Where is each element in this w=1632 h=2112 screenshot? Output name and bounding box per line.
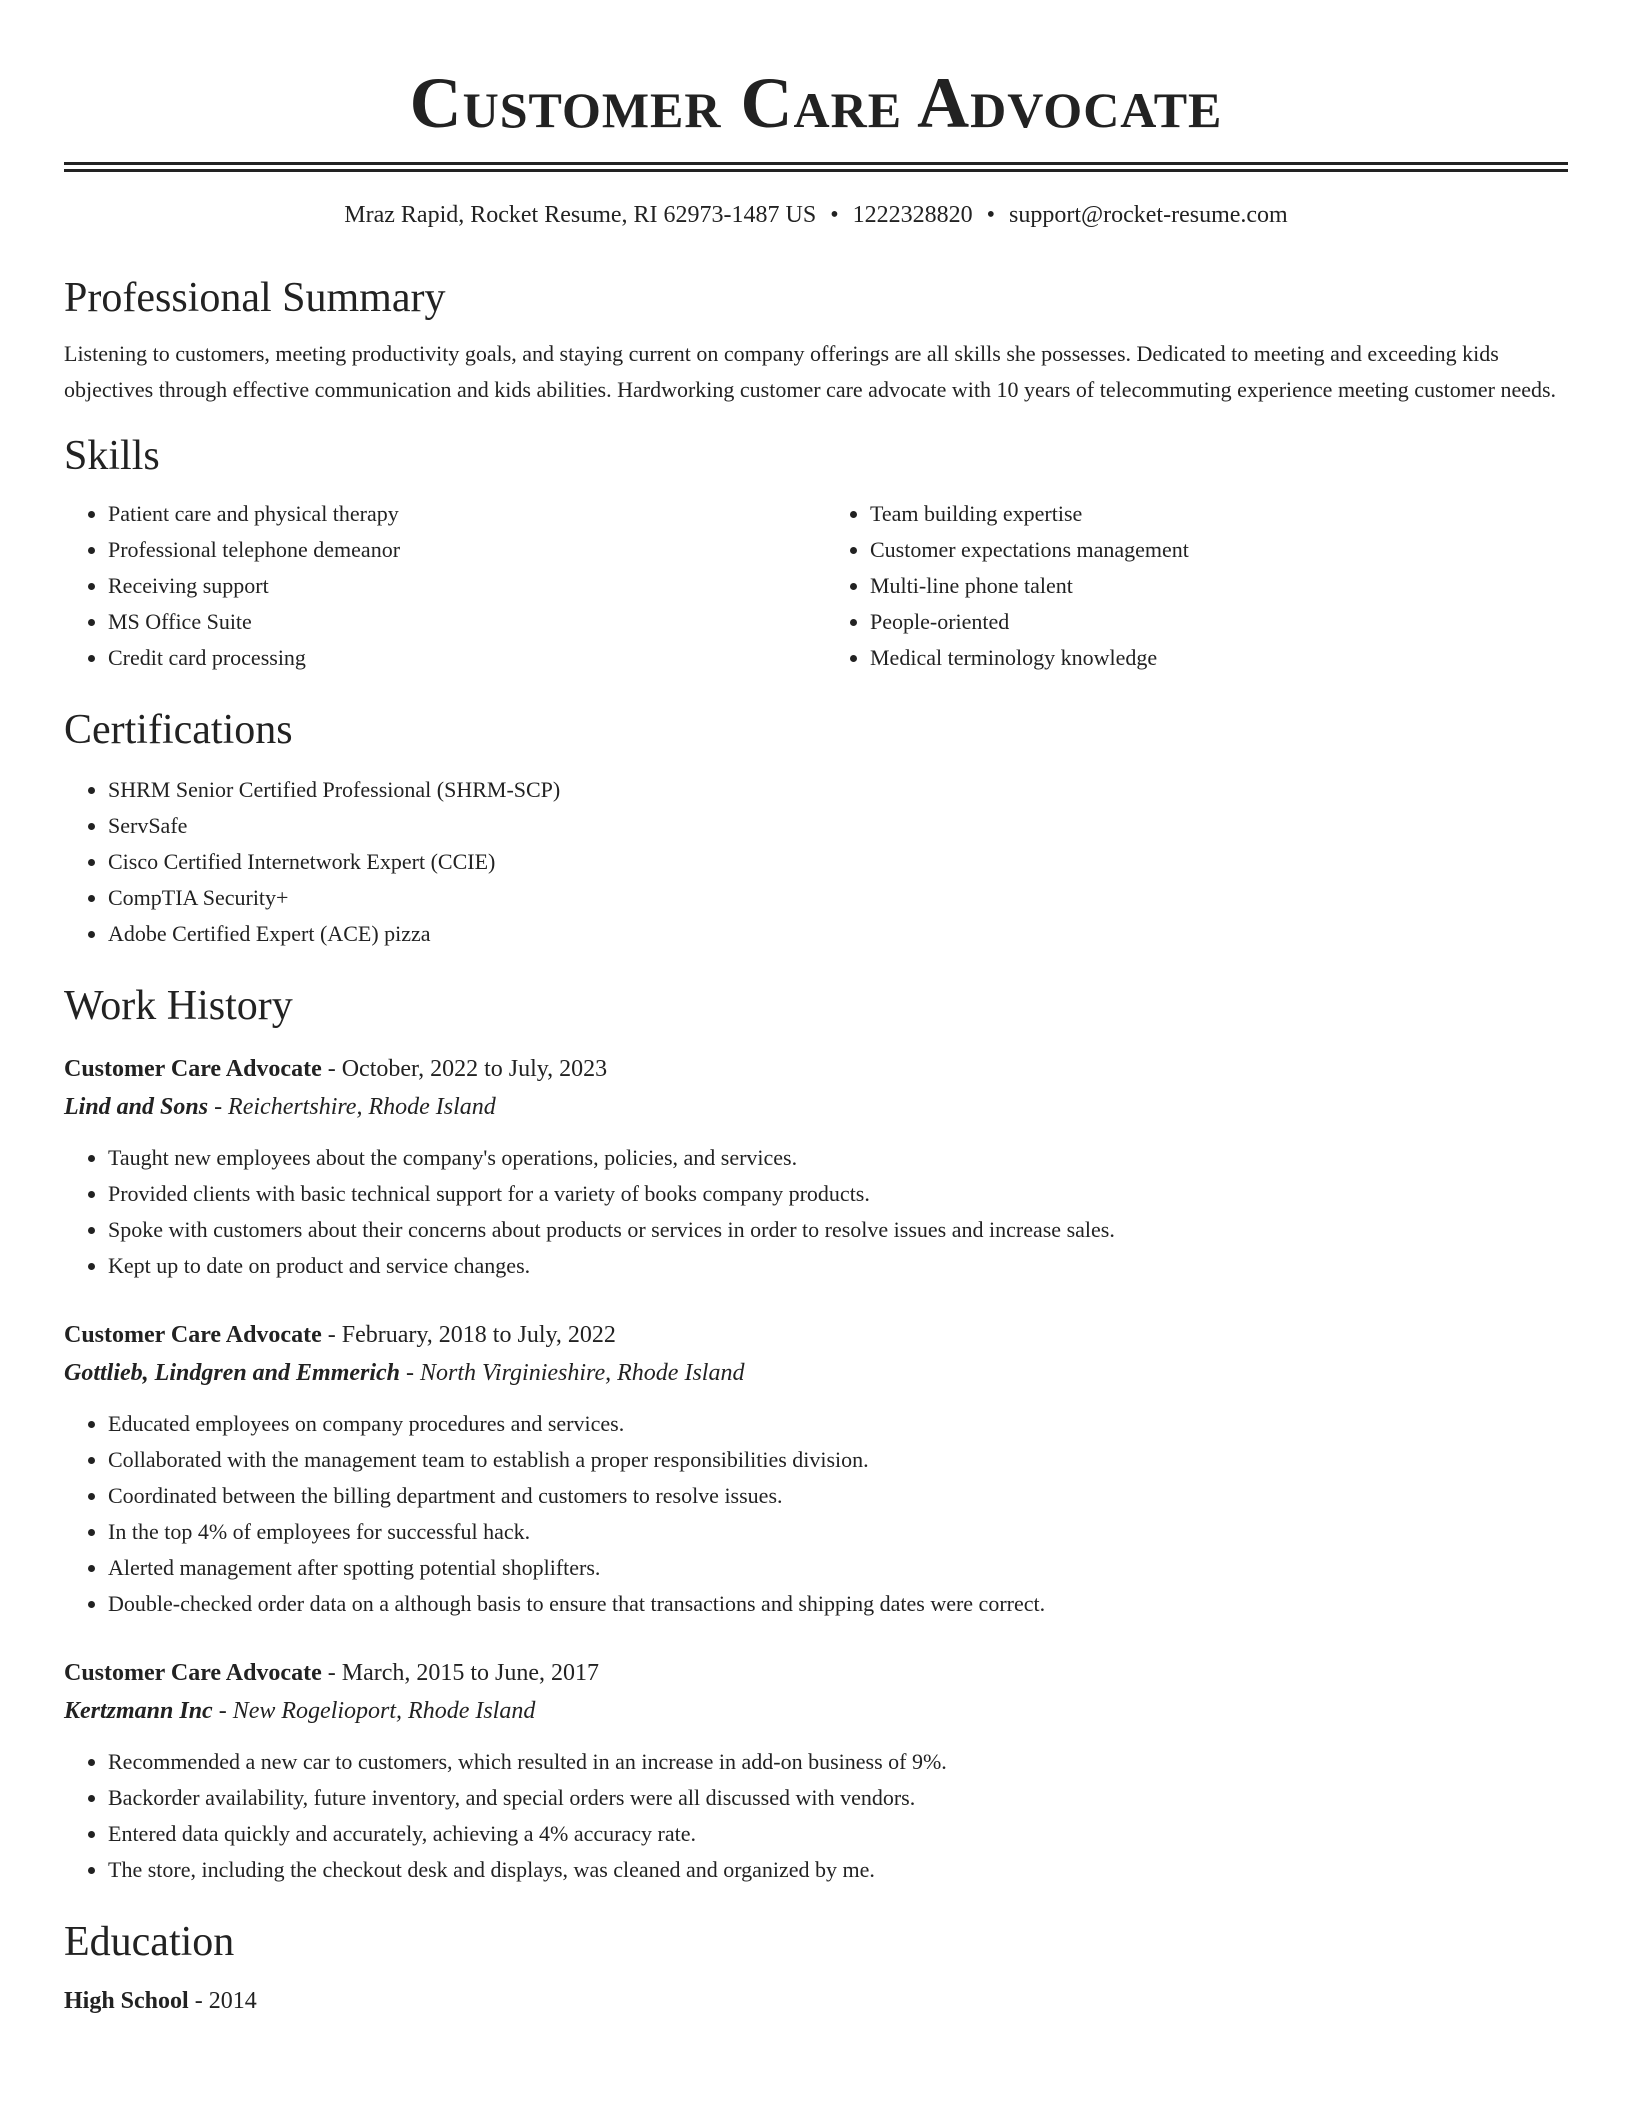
job-company: Gottlieb, Lindgren and Emmerich bbox=[64, 1360, 401, 1386]
contact-phone: 1222328820 bbox=[852, 202, 973, 228]
section-heading-work-history: Work History bbox=[64, 983, 293, 1029]
summary-text: Listening to customers, meeting productivity goals, and staying current on company offerings are all skills she possesses. Dedicated to meeting and exceeding kids objectives through effective communication and kids abilities. Hardworking customer care advocate with 10 years of telecommuting experience meeting customer needs. bbox=[64, 341, 1557, 402]
job-bullet: • Coordinated between the billing department and customers to resolve issues. bbox=[108, 1478, 1568, 1514]
job-title: Customer Care Advocate bbox=[64, 1322, 322, 1348]
skill-item: • MS Office Suite bbox=[108, 604, 806, 640]
skill-item: • Professional telephone demeanor bbox=[108, 532, 806, 568]
skill-item: • Credit card processing bbox=[108, 640, 806, 676]
contact-separator: • bbox=[986, 202, 996, 228]
job-bullet: • Taught new employees about the company's operations, policies, and services. bbox=[108, 1140, 1568, 1176]
job-bullet: • Recommended a new car to customers, which resulted in an increase in add-on business of 9%. bbox=[108, 1744, 1568, 1780]
job-bullets bbox=[64, 1140, 1568, 1284]
section-heading-skills: Skills bbox=[64, 433, 160, 479]
job-company-line bbox=[64, 1354, 1568, 1392]
education-degree: High School bbox=[64, 1988, 189, 2014]
skills-grid bbox=[64, 496, 1568, 676]
job-title-line bbox=[64, 1654, 1568, 1692]
skill-item: • Medical terminology knowledge bbox=[870, 640, 1568, 676]
job-bullet: • The store, including the checkout desk and displays, was cleaned and organized by me. bbox=[108, 1852, 1568, 1888]
skill-item: • Customer expectations management bbox=[870, 532, 1568, 568]
job-dates: - March, 2015 to June, 2017 bbox=[321, 1660, 600, 1686]
certifications-list bbox=[64, 772, 1568, 952]
skills-list-left bbox=[64, 496, 806, 676]
job-entry bbox=[64, 1316, 1568, 1622]
job-bullet: • Double-checked order data on a although basis to ensure that transactions and shipping dates were correct. bbox=[108, 1586, 1568, 1622]
contact-separator: • bbox=[830, 202, 839, 228]
education-year: - 2014 bbox=[188, 1988, 257, 2014]
job-entry bbox=[64, 1050, 1568, 1284]
skill-item: • Team building expertise bbox=[870, 496, 1568, 532]
job-dates: - October, 2022 to July, 2023 bbox=[321, 1056, 608, 1082]
job-bullets bbox=[64, 1744, 1568, 1888]
job-bullets bbox=[64, 1406, 1568, 1622]
job-bullet: • In the top 4% of employees for successful hack. bbox=[108, 1514, 1568, 1550]
section-heading-summary: Professional Summary bbox=[64, 275, 446, 321]
section-heading-certifications: Certifications bbox=[64, 707, 293, 753]
certifications-section bbox=[64, 704, 1568, 952]
education-section bbox=[64, 1916, 1568, 2020]
resume-page bbox=[64, 0, 1568, 2020]
job-bullet: • Spoke with customers about their concerns about products or services in order to resolve issues and increase sales. bbox=[108, 1212, 1568, 1248]
job-entry bbox=[64, 1654, 1568, 1888]
contact-line bbox=[64, 198, 1568, 232]
job-location: - North Virginieshire, Rhode Island bbox=[400, 1360, 745, 1386]
work-history-section bbox=[64, 980, 1568, 1888]
job-bullet: • Backorder availability, future inventory, and special orders were all discussed with vendors. bbox=[108, 1780, 1568, 1816]
job-dates: - February, 2018 to July, 2022 bbox=[321, 1322, 616, 1348]
job-location: - Reichertshire, Rhode Island bbox=[208, 1094, 496, 1120]
certification-item: • Cisco Certified Internetwork Expert (CCIE) bbox=[108, 844, 1568, 880]
skill-item: • Receiving support bbox=[108, 568, 806, 604]
job-bullet: • Collaborated with the management team to establish a proper responsibilities division. bbox=[108, 1442, 1568, 1478]
header-divider bbox=[64, 162, 1568, 172]
certification-item: • CompTIA Security+ bbox=[108, 880, 1568, 916]
job-company-line bbox=[64, 1088, 1568, 1126]
contact-email: support@rocket-resume.com bbox=[1009, 202, 1288, 228]
job-title-line bbox=[64, 1316, 1568, 1354]
certification-item: • SHRM Senior Certified Professional (SHRM-SCP) bbox=[108, 772, 1568, 808]
resume-name: Customer Care Advocate bbox=[409, 63, 1223, 143]
job-company: Lind and Sons bbox=[64, 1094, 209, 1120]
section-heading-education: Education bbox=[64, 1919, 235, 1965]
job-bullet: • Alerted management after spotting potential shoplifters. bbox=[108, 1550, 1568, 1586]
contact-address: Mraz Rapid, Rocket Resume, RI 62973-1487 US bbox=[344, 202, 817, 228]
professional-summary-section bbox=[64, 272, 1568, 408]
job-bullet: • Kept up to date on product and service changes. bbox=[108, 1248, 1568, 1284]
job-bullet: • Provided clients with basic technical support for a variety of books company products. bbox=[108, 1176, 1568, 1212]
job-location: - New Rogelioport, Rhode Island bbox=[212, 1698, 536, 1724]
certification-item: • ServSafe bbox=[108, 808, 1568, 844]
skills-list-right bbox=[826, 496, 1568, 676]
skill-item: • Multi-line phone talent bbox=[870, 568, 1568, 604]
job-bullet: • Educated employees on company procedures and services. bbox=[108, 1406, 1568, 1442]
skill-item: • People-oriented bbox=[870, 604, 1568, 640]
certification-item: • Adobe Certified Expert (ACE) pizza bbox=[108, 916, 1568, 952]
skill-item: • Patient care and physical therapy bbox=[108, 496, 806, 532]
job-title-line bbox=[64, 1050, 1568, 1088]
education-entry bbox=[64, 1982, 1568, 2020]
job-title: Customer Care Advocate bbox=[64, 1660, 322, 1686]
job-company-line bbox=[64, 1692, 1568, 1730]
job-title: Customer Care Advocate bbox=[64, 1056, 322, 1082]
job-company: Kertzmann Inc bbox=[64, 1698, 213, 1724]
skills-section bbox=[64, 430, 1568, 676]
job-bullet: • Entered data quickly and accurately, achieving a 4% accuracy rate. bbox=[108, 1816, 1568, 1852]
